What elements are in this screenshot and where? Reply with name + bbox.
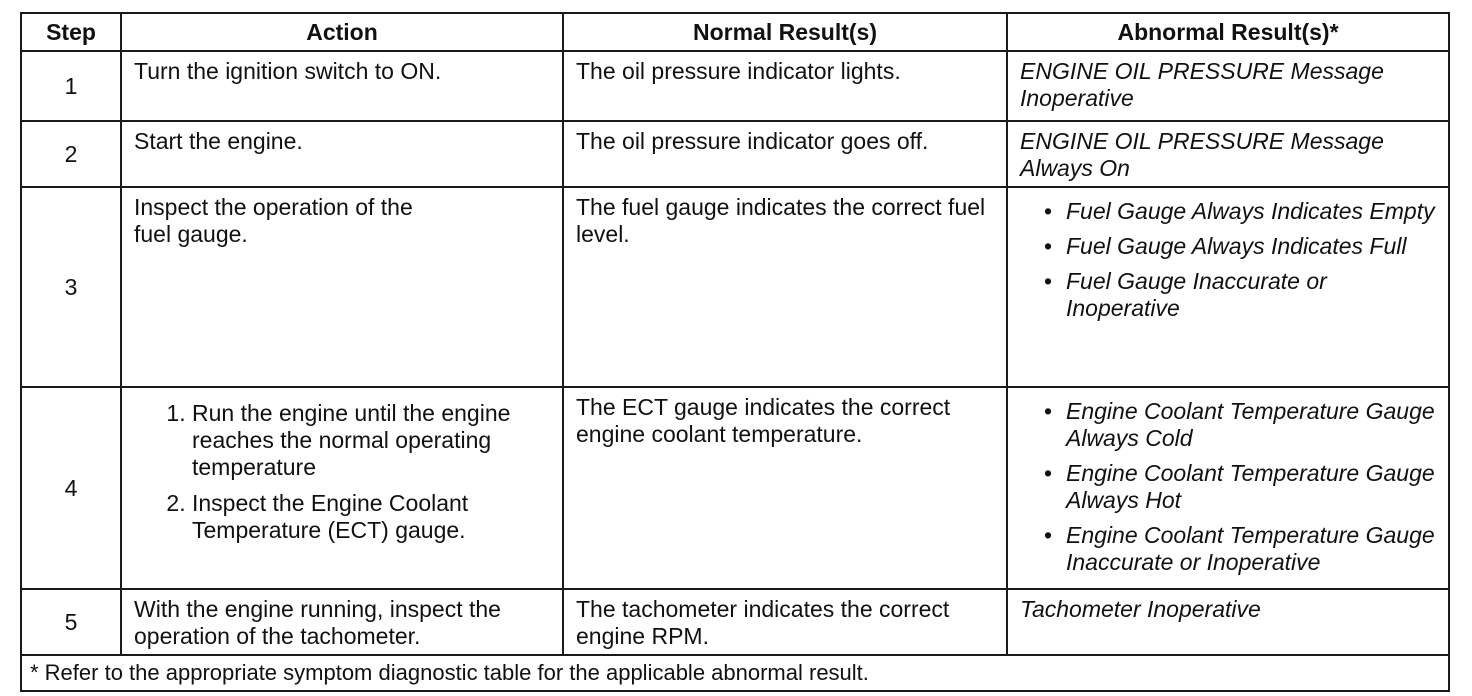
step-number: 4 [21, 387, 121, 589]
list-item: 1. Run the engine until the engine reaches the normal operating temperature [192, 400, 552, 481]
header-step: Step [21, 13, 121, 51]
table-row [21, 121, 1449, 187]
list-item: • Fuel Gauge Always Indicates Full [1044, 233, 1407, 259]
list-item: • Fuel Gauge Always Indicates Empty [1044, 198, 1435, 224]
footnote: * Refer to the appropriate symptom diagnostic table for the applicable abnormal result. [21, 655, 1449, 691]
list-item: • Fuel Gauge Inaccurate or Inoperative [1044, 268, 1327, 321]
header-action: Action [121, 13, 563, 51]
list-item: • Engine Coolant Temperature Gauge Always Hot [1044, 460, 1435, 513]
step-number: 1 [21, 51, 121, 121]
step-number: 2 [21, 121, 121, 187]
normal-result-cell: The ECT gauge indicates the correct engine coolant temperature. [563, 387, 1007, 589]
abnormal-result-list [1020, 198, 1438, 322]
abnormal-result-cell [1007, 387, 1449, 589]
diagnostic-table [20, 12, 1450, 692]
abnormal-result-list [1020, 398, 1444, 576]
table-row [21, 387, 1449, 589]
action-cell [121, 387, 563, 589]
footnote-row [21, 655, 1449, 691]
abnormal-result-cell [1007, 187, 1449, 387]
normal-result-cell: The tachometer indicates the correct engine RPM. [563, 589, 1007, 655]
header-normal-results: Normal Result(s) [563, 13, 1007, 51]
list-item: • Engine Coolant Temperature Gauge Always Cold [1044, 398, 1435, 451]
header-abnormal-results: Abnormal Result(s)* [1007, 13, 1449, 51]
action-cell: Inspect the operation of the fuel gauge. [121, 187, 563, 387]
header-row [21, 13, 1449, 51]
normal-result-cell: The oil pressure indicator lights. [563, 51, 1007, 121]
bullet-icon: • [1044, 268, 1053, 294]
bullet-icon: • [1044, 398, 1053, 424]
action-list [134, 400, 552, 544]
bullet-icon: • [1044, 198, 1053, 224]
table-row [21, 187, 1449, 387]
abnormal-result-cell: Tachometer Inoperative [1007, 589, 1449, 655]
abnormal-result-cell: ENGINE OIL PRESSURE Message Inoperative [1007, 51, 1449, 121]
abnormal-result-cell: ENGINE OIL PRESSURE Message Always On [1007, 121, 1449, 187]
action-cell: Turn the ignition switch to ON. [121, 51, 563, 121]
action-cell: Start the engine. [121, 121, 563, 187]
table-row [21, 589, 1449, 655]
bullet-icon: • [1044, 460, 1053, 486]
action-cell: With the engine running, inspect the operation of the tachometer. [121, 589, 563, 655]
step-number: 5 [21, 589, 121, 655]
list-item: • Engine Coolant Temperature Gauge Inaccurate or Inoperative [1044, 522, 1435, 575]
normal-result-cell: The fuel gauge indicates the correct fuel level. [563, 187, 1007, 387]
list-item: 2. Inspect the Engine Coolant Temperature (ECT) gauge. [192, 490, 552, 544]
normal-result-cell: The oil pressure indicator goes off. [563, 121, 1007, 187]
bullet-icon: • [1044, 522, 1053, 548]
step-number: 3 [21, 187, 121, 387]
bullet-icon: • [1044, 233, 1053, 259]
table-row [21, 51, 1449, 121]
